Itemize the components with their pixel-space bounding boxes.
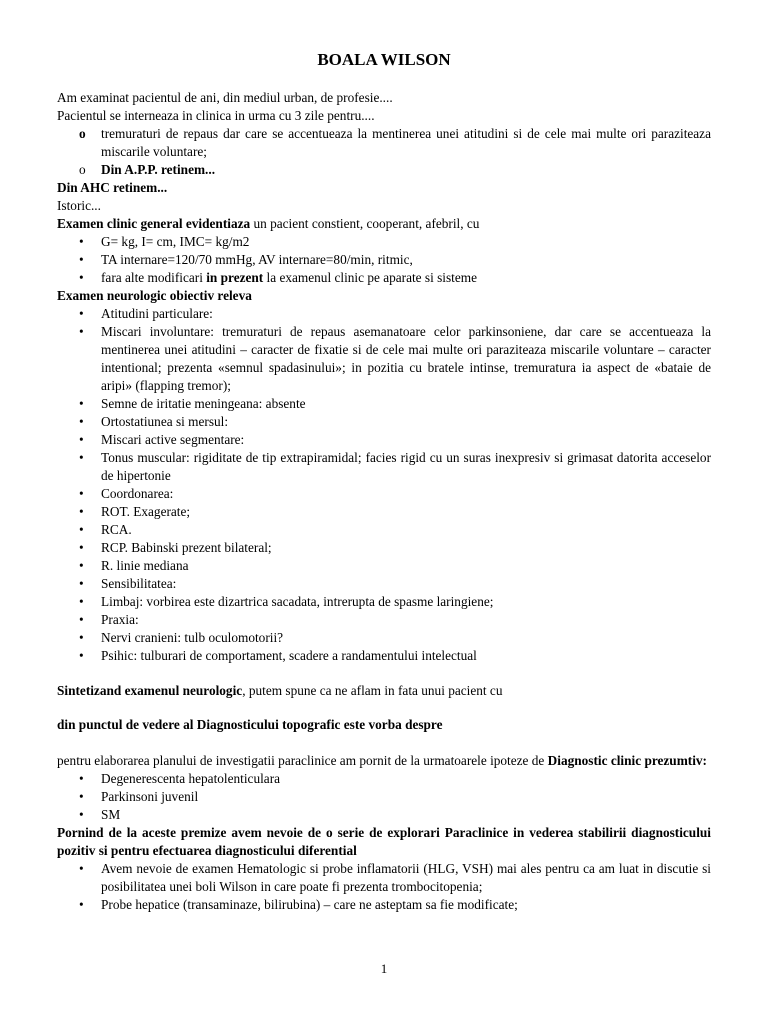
bullet-icon: • — [79, 324, 84, 339]
list-item-text: Din A.P.P. retinem... — [101, 162, 216, 177]
bullet-icon: • — [79, 789, 84, 804]
list-item: • Ortostatiunea si mersul: — [79, 414, 229, 429]
bullet-icon: • — [79, 897, 84, 912]
list-item-text: tremuraturi de repaus dar care se accentueaza la mentinerea unei atitudini si de cele mai multe ori paraziteaza miscarile voluntare; — [101, 126, 711, 159]
bullet-icon: • — [79, 270, 84, 285]
bullet-icon: • — [79, 771, 84, 786]
paragraph: Examen clinic general evidentiaza un pacient constient, cooperant, afebril, cu — [57, 216, 480, 231]
circle-bullet-icon: o — [79, 162, 86, 177]
list-item: • Parkinsoni juvenil — [79, 789, 199, 804]
bullet-icon: • — [79, 414, 84, 429]
page-number: 1 — [380, 961, 388, 976]
list-item: • RCA. — [79, 522, 132, 537]
list-item: • Psihic: tulburari de comportament, scadere a randamentului intelectual — [79, 648, 477, 663]
document-body — [57, 89, 711, 914]
symptom-list — [57, 125, 711, 179]
list-item: • G= kg, I= cm, IMC= kg/m2 — [79, 234, 250, 249]
section-heading: Examen neurologic obiectiv releva — [57, 288, 252, 303]
list-item: • RCP. Babinski prezent bilateral; — [79, 540, 272, 555]
paragraph: Pornind de la aceste premize avem nevoie de o serie de explorari Paraclinice in vederea stabilirii diagnosticului pozitiv si pentru efectuarea diagnosticului diferential — [57, 825, 711, 858]
bullet-icon: • — [79, 540, 84, 555]
list-item: • SM — [79, 807, 121, 822]
paragraph: Sintetizand examenul neurologic, putem spune ca ne aflam in fata unui pacient cu — [57, 683, 503, 698]
list-item: • R. linie mediana — [79, 558, 189, 573]
neuro-exam-list — [57, 305, 711, 665]
list-item: • Limbaj: vorbirea este dizartrica sacadata, intrerupta de spasme laringiene; — [79, 594, 494, 609]
list-item: • Sensibilitatea: — [79, 576, 177, 591]
bullet-icon: • — [79, 252, 84, 267]
bullet-icon: • — [79, 504, 84, 519]
intro-line: Pacientul se interneaza in clinica in urma cu 3 zile pentru.... — [57, 108, 375, 123]
circle-bullet-icon: o — [79, 126, 86, 141]
list-item: • Miscari involuntare: tremuraturi de repaus asemanatoare celor parkinsoniene, dar care se accentueaza la mentinerea unei atitudini – caracter de fixatie si de cele mai multe ori paraziteaza miscarile voluntare – caracter intentional; prezenta «semnul spadasinului»; in pozitia cu bratele intinse, tremuratura ia aspect de «bataie de aripi» (flapping tremor); — [79, 324, 711, 393]
bullet-icon: • — [79, 612, 84, 627]
bullet-icon: • — [79, 648, 84, 663]
list-item: • Semne de iritatie meningeana: absente — [79, 396, 306, 411]
bullet-icon: • — [79, 450, 84, 465]
list-item: • Atitudini particulare: — [79, 306, 213, 321]
bullet-icon: • — [79, 234, 84, 249]
paragraph: din punctul de vedere al Diagnosticului topografic este vorba despre — [57, 717, 443, 732]
list-item: • Tonus muscular: rigiditate de tip extrapiramidal; facies rigid cu un suras inexpresiv si grimasat datorita acceselor de hipertonie — [79, 450, 711, 483]
list-item: • Coordonarea: — [79, 486, 174, 501]
list-item: • Avem nevoie de examen Hematologic si probe inflamatorii (HLG, VSH) mai ales pentru ca am luat in discutie si posibilitatea unei boli Wilson in care poate fi prezenta trombocitopenia; — [79, 861, 711, 894]
bullet-icon: • — [79, 306, 84, 321]
bullet-icon: • — [79, 432, 84, 447]
list-item: • fara alte modificari in prezent la examenul clinic pe aparate si sisteme — [79, 270, 477, 285]
bullet-icon: • — [79, 486, 84, 501]
section-heading: Din AHC retinem... — [57, 180, 168, 195]
paragraph: pentru elaborarea planului de investigatii paraclinice am pornit de la urmatoarele ipoteze de Diagnostic clinic prezumtiv: — [57, 753, 707, 768]
general-exam-list — [57, 233, 711, 287]
bullet-icon: • — [79, 861, 84, 876]
bullet-icon: • — [79, 522, 84, 537]
list-item: • Nervi cranieni: tulb oculomotorii? — [79, 630, 284, 645]
list-item: • Miscari active segmentare: — [79, 432, 245, 447]
bullet-icon: • — [79, 576, 84, 591]
list-item: • Probe hepatice (transaminaze, bilirubina) – care ne asteptam sa fie modificate; — [79, 897, 518, 912]
paraclinic-list — [57, 860, 711, 914]
intro-line: Am examinat pacientul de ani, din mediul urban, de profesie.... — [57, 90, 393, 105]
bullet-icon: • — [79, 558, 84, 573]
bullet-icon: • — [79, 594, 84, 609]
bullet-icon: • — [79, 396, 84, 411]
bullet-icon: • — [79, 807, 84, 822]
list-item — [57, 125, 711, 161]
page-title: BOALA WILSON — [317, 50, 451, 69]
bullet-icon: • — [79, 630, 84, 645]
diagnostic-list — [57, 770, 711, 824]
list-item — [57, 161, 711, 179]
list-item: • ROT. Exagerate; — [79, 504, 191, 519]
list-item: • Praxia: — [79, 612, 139, 627]
list-item: • Degenerescenta hepatolenticulara — [79, 771, 281, 786]
list-item: • TA internare=120/70 mmHg, AV internare=80/min, ritmic, — [79, 252, 413, 267]
paragraph: Istoric... — [57, 198, 101, 213]
